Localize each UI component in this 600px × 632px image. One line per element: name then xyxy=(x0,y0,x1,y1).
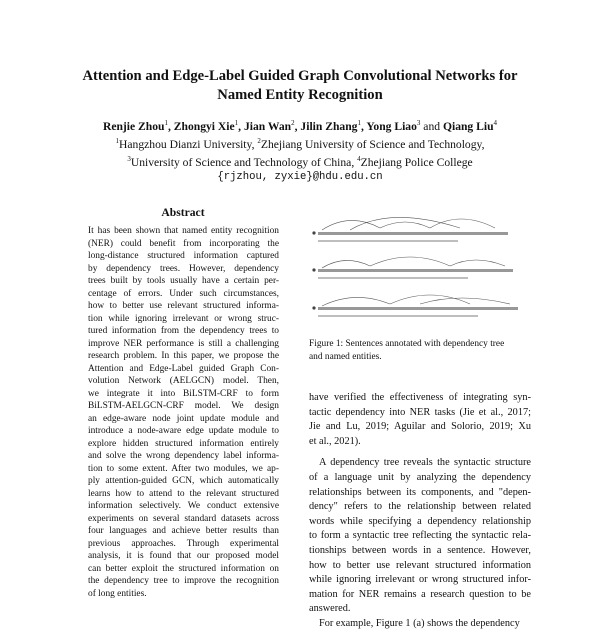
text-line: A dependency tree reveals the syntactic structure xyxy=(319,457,531,469)
author-separator: , xyxy=(360,119,367,133)
token-row xyxy=(318,269,513,272)
affiliation-sup: 1 xyxy=(115,136,120,145)
dependency-arc xyxy=(350,217,460,230)
dependency-arc xyxy=(420,298,510,304)
text-line: et al., 2021). xyxy=(309,435,361,447)
text-line: four languages and achieve better results than xyxy=(88,526,279,537)
text-line: improve NER performance is still a challenging xyxy=(88,338,279,349)
affiliation-sup: 4 xyxy=(357,154,361,163)
text-line: we integrate it into BiLSTM-CRF to form xyxy=(88,388,279,399)
text-line: information selectively. We conduct extensive xyxy=(88,501,279,512)
author-sup: 3 xyxy=(416,119,421,127)
author-sup: 1 xyxy=(164,119,168,127)
affiliation-sup: 3 xyxy=(127,154,131,163)
text-line: tionships between words in a sentence. However, xyxy=(309,544,531,556)
author-sup: 1 xyxy=(357,119,361,127)
text-line: BiLSTM-AELGCN-CRF model. We design xyxy=(88,401,279,412)
text-line: by dependency trees. However, dependency xyxy=(88,263,279,274)
intro-text xyxy=(309,391,531,632)
text-line: It has been shown that named entity recognition xyxy=(88,226,279,236)
paragraph-2 xyxy=(309,456,531,631)
dependency-arc xyxy=(322,297,390,306)
paragraph-1 xyxy=(309,391,531,449)
title-line-1: Attention and Edge-Label Guided Graph Convolutional Networks for xyxy=(82,68,518,84)
affiliation-text: University of Science and Technology of China, xyxy=(130,155,358,169)
paper-title xyxy=(40,67,560,105)
text-line: learns how to attend to the relevant structured xyxy=(88,488,279,499)
dependency-tree-figure xyxy=(310,210,530,330)
author-sup: 2 xyxy=(291,119,295,127)
dependency-arc xyxy=(322,260,370,268)
text-line: Attention and Edge-Label guided Graph Con- xyxy=(88,363,279,374)
token-row xyxy=(318,307,518,310)
author-separator: , xyxy=(167,119,174,133)
text-line: while ignoring irrelevant or wrong structured infor- xyxy=(309,574,531,586)
author-name: Jian Wan xyxy=(243,119,292,133)
text-line: tion while ignoring irrelevant or wrong struc- xyxy=(88,313,279,324)
text-line: dency" refers to the relationship between related xyxy=(309,501,531,513)
text-line: how to better use relevant structured informa- xyxy=(88,301,279,312)
row-marker xyxy=(312,231,315,234)
row-marker xyxy=(312,268,315,271)
author-list xyxy=(20,116,580,134)
text-line: For example, Figure 1 (a) shows the dependency xyxy=(319,617,520,629)
text-line: explore hidden structured information entirely xyxy=(88,438,279,449)
text-line: trees built by tools usually have a certain per- xyxy=(88,276,279,287)
abstract-body xyxy=(88,225,279,600)
text-line: how to better use relevant structured information xyxy=(309,559,531,571)
author-sup: 4 xyxy=(493,119,498,127)
affiliation-sup: 2 xyxy=(257,136,261,145)
text-line: can better exploit the structured information on xyxy=(88,563,279,574)
text-line: previous approaches. Through experimental xyxy=(88,538,279,549)
text-line: tactic dependency into NER tasks (Jie et al., 2017; xyxy=(309,406,531,418)
text-line: Jie and Lu, 2019; Aguilar and Solorio, 2019; Xu xyxy=(309,421,531,433)
text-line: ply attention-guided GCN, which automatically xyxy=(88,476,279,487)
dependency-arc xyxy=(322,220,380,230)
author-and: and xyxy=(420,119,443,133)
affiliation-line-2 xyxy=(20,152,580,170)
text-line: introduce a node-aware edge update module to xyxy=(88,426,279,437)
text-line: of long entities. xyxy=(88,588,147,599)
text-line: tured information from the dependency trees to xyxy=(88,326,279,337)
text-line: Figure 1: Sentences annotated with dependency tree xyxy=(309,339,505,349)
text-line: long-distance structured information captured xyxy=(88,251,279,262)
dependency-arc xyxy=(450,260,505,266)
text-line: of a language unit by analyzing the dependency xyxy=(309,471,531,483)
author-block xyxy=(20,116,580,185)
text-line: volution Network (AELGCN) model. Then, xyxy=(88,376,279,387)
text-line: an edge-aware node joint update module and xyxy=(88,413,279,424)
text-line: the dependency tree to improve the recognition xyxy=(88,576,279,587)
text-line: centage of errors. Under such circumstances, xyxy=(88,288,279,299)
affiliation-line-1 xyxy=(20,134,580,152)
abstract-heading: Abstract xyxy=(161,206,205,219)
author-email[interactable]: {rjzhou, zyxie}@hdu.edu.cn xyxy=(217,170,383,183)
text-line: words while specifying a dependency relationship xyxy=(309,515,531,527)
text-line: research problem. In this paper, we propose the xyxy=(88,351,279,362)
dependency-arc xyxy=(390,295,470,304)
text-line: analysis, it is found that our proposed model xyxy=(88,551,279,562)
row-marker xyxy=(312,306,315,309)
label-row xyxy=(318,315,478,317)
author-name: Renjie Zhou xyxy=(102,119,165,133)
author-name: Jilin Zhang xyxy=(300,119,358,133)
text-line: and named entities. xyxy=(309,351,382,362)
text-line: to form a syntactic tree reflecting the syntactic rela- xyxy=(309,530,531,542)
text-line: and solve the wrong dependency label informa- xyxy=(88,451,279,462)
author-separator: , xyxy=(238,119,244,133)
author-name: Yong Liao xyxy=(366,119,417,133)
affiliation-text: Hangzhou Dianzi University, xyxy=(119,137,258,151)
affiliation-text: Zhejiang University of Science and Technology, xyxy=(260,137,485,151)
dependency-arc xyxy=(430,219,495,228)
dependency-arc xyxy=(380,222,430,228)
dependency-arc xyxy=(370,257,450,266)
text-line: answered. xyxy=(309,603,351,615)
text-line: relationships between its components, and "depen- xyxy=(309,486,531,498)
figure-caption xyxy=(309,338,531,363)
author-name: Zhongyi Xie xyxy=(173,119,235,133)
label-row xyxy=(318,240,458,242)
author-sup: 1 xyxy=(234,119,239,127)
text-line: have verified the effectiveness of integrating syn- xyxy=(309,392,531,403)
affiliation-text: Zhejiang Police College xyxy=(360,155,473,169)
text-line: experiments on several standard datasets across xyxy=(88,513,279,524)
label-row xyxy=(318,277,468,279)
token-row xyxy=(318,232,508,235)
author-name: Qiang Liu xyxy=(442,119,494,133)
title-line-2: Named Entity Recognition xyxy=(217,87,383,103)
text-line: (NER) could benefit from incorporating the xyxy=(88,238,279,249)
author-separator: , xyxy=(294,119,301,133)
text-line: tion to some extent. After two modules, we ap- xyxy=(88,463,279,474)
text-line: mation for NER remains a research question to be xyxy=(309,588,531,600)
